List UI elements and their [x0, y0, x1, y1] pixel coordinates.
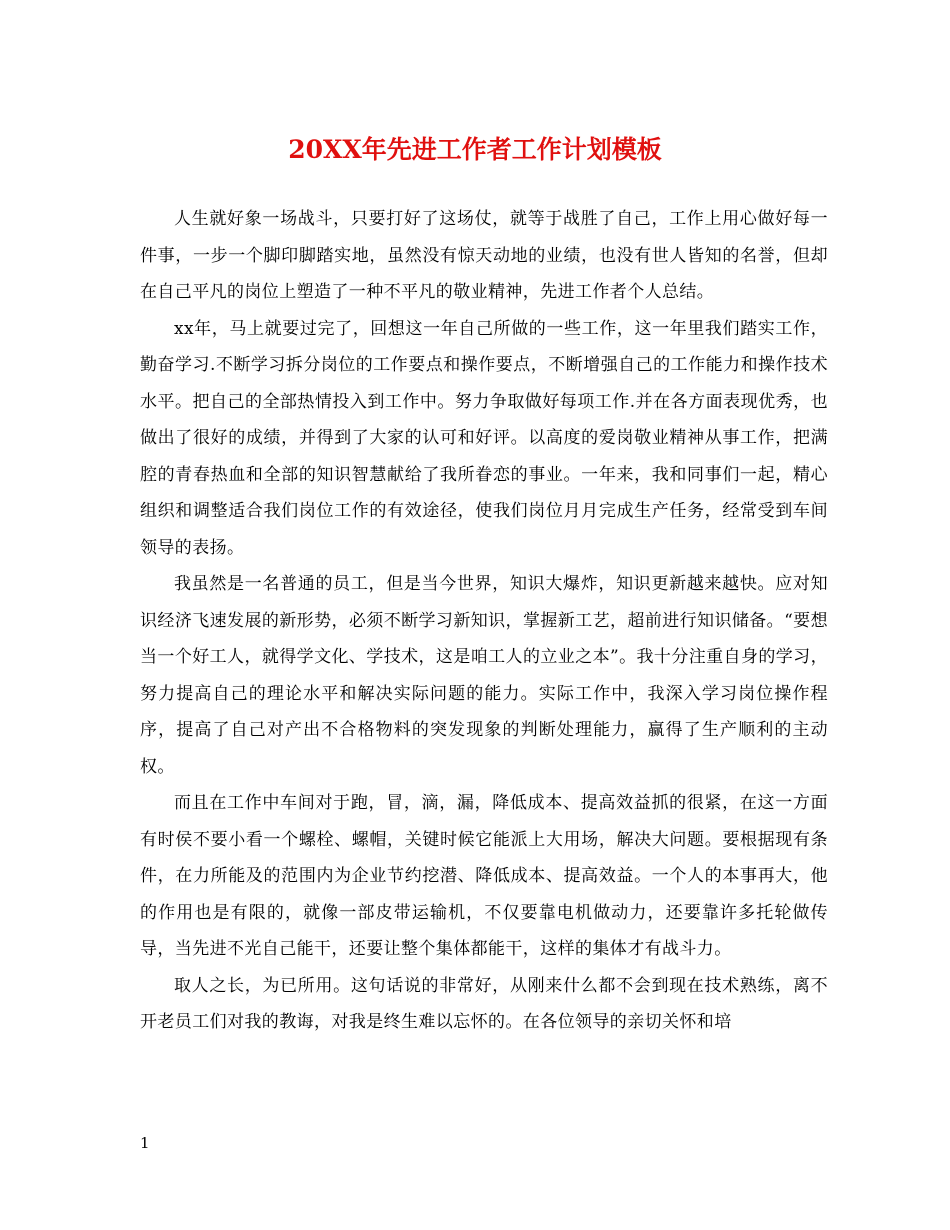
- paragraph-2: xx年，马上就要过完了，回想这一年自己所做的一些工作，这一年里我们踏实工作，勤奋学习.不断学习拆分岗位的工作要点和操作要点，不断增强自己的工作能力和操作技术水平。把自己的全部热情投入到工作中。努力争取做好每项工作.并在各方面表现优秀，也做出了很好的成绩，并得到了大家的认可和好评。以高度的爱岗敬业精神从事工作，把满腔的青春热血和全部的知识智慧献给了我所眷恋的事业。一年来，我和同事们一起，精心组织和调整适合我们岗位工作的有效途径，使我们岗位月月完成生产任务，经常受到车间领导的表扬。: [140, 318, 828, 558]
- paragraph-4: 而且在工作中车间对于跑，冒，滴，漏，降低成本、提高效益抓的很紧，在这一方面有时侯不要小看一个螺栓、螺帽，关键时候它能派上大用场，解决大问题。要根据现有条件，在力所能及的范围内为企业节约挖潜、降低成本、提高效益。一个人的本事再大，他的作用也是有限的，就像一部皮带运输机，不仅要靠电机做动力，还要靠许多托轮做传导，当先进不光自己能干，还要让整个集体都能干，这样的集体才有战斗力。: [140, 793, 828, 959]
- document-title: 20XX年先进工作者工作计划模板: [288, 135, 662, 164]
- paragraph-5: 取人之长，为已所用。这句话说的非常好，从刚来什么都不会到现在技术熟练，离不开老员工们对我的教诲，对我是终生难以忘怀的。在各位领导的亲切关怀和培: [140, 975, 828, 1032]
- document-body: [140, 201, 828, 1041]
- paragraph-1: 人生就好象一场战斗，只要打好了这场仗，就等于战胜了自己，工作上用心做好每一件事，一步一个脚印脚踏实地，虽然没有惊天动地的业绩，也没有世人皆知的名誉，但却在自己平凡的岗位上塑造了一种不平凡的敬业精神，先进工作者个人总结。: [140, 209, 828, 302]
- paragraph-3: 我虽然是一名普通的员工，但是当今世界，知识大爆炸，知识更新越来越快。应对知识经济飞速发展的新形势，必须不断学习新知识，掌握新工艺，超前进行知识储备。“要想当一个好工人，就得学文化、学技术，这是咱工人的立业之本”。我十分注重自身的学习，努力提高自己的理论水平和解决实际问题的能力。实际工作中，我深入学习岗位操作程序，提高了自己对产出不合格物料的突发现象的判断处理能力，赢得了生产顺利的主动权。: [140, 574, 828, 777]
- page-number: 1: [140, 1134, 150, 1152]
